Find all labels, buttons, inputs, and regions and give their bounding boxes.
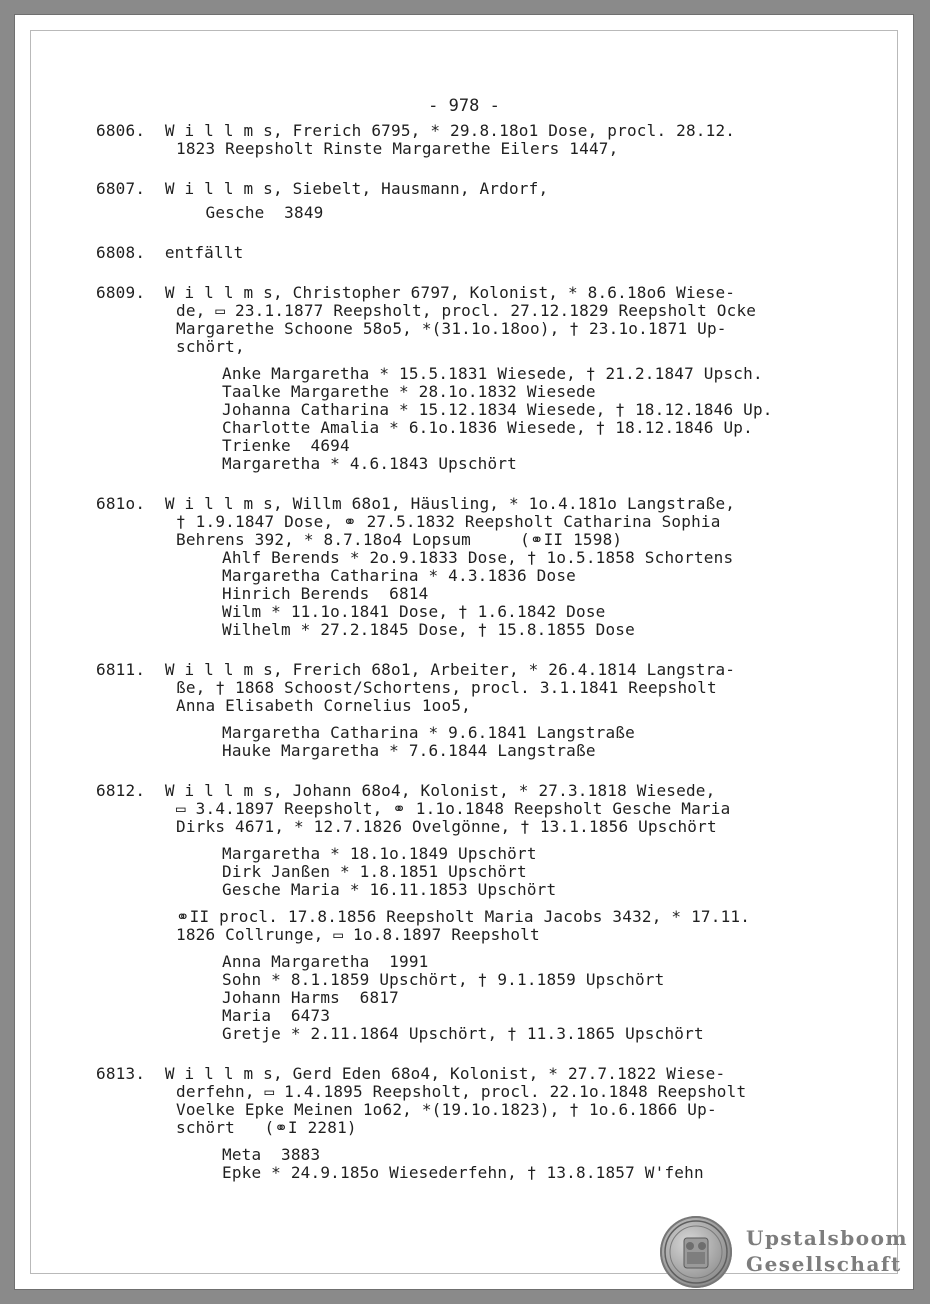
entry-line: Anna Elisabeth Cornelius 1oo5, (176, 696, 471, 715)
entry-line: ▭ 3.4.1897 Reepsholt, ⚭ 1.1o.1848 Reepsholt Gesche Maria (176, 799, 731, 818)
entry-line: 6808. entfällt (96, 243, 244, 262)
child-line: Margaretha * 18.1o.1849 Upschört (222, 844, 537, 863)
entry-line: schört, (176, 337, 245, 356)
second-marriage-line: ⚭II procl. 17.8.1856 Reepsholt Maria Jacobs 3432, * 17.11. (176, 907, 751, 926)
entry-line: derfehn, ▭ 1.4.1895 Reepsholt, procl. 22.1o.1848 Reepsholt (176, 1082, 747, 1101)
child-line: Margaretha Catharina * 4.3.1836 Dose (222, 566, 576, 585)
entry-line: schört (⚭I 2281) (176, 1118, 357, 1137)
entry-line: 6813. W i l l m s, Gerd Eden 68o4, Kolonist, * 27.7.1822 Wiese- (96, 1064, 726, 1083)
entry-line: de, ▭ 23.1.1877 Reepsholt, procl. 27.12.1829 Reepsholt Ocke (176, 301, 757, 320)
entry-line: Margarethe Schoone 58o5, *(31.1o.18oo), † 23.1o.1871 Up- (176, 319, 727, 338)
entry-line: ße, † 1868 Schoost/Schortens, procl. 3.1.1841 Reepsholt (176, 678, 717, 697)
entry-line: 6809. W i l l m s, Christopher 6797, Kolonist, * 8.6.18o6 Wiese- (96, 283, 736, 302)
child-line: Dirk Janßen * 1.8.1851 Upschört (222, 862, 527, 881)
entry-line: Dirks 4671, * 12.7.1826 Ovelgönne, † 13.1.1856 Upschört (176, 817, 717, 836)
entry-6811 (96, 661, 836, 760)
entry-6810 (96, 495, 836, 639)
entry-line: 6807. W i l l m s, Siebelt, Hausmann, Ardorf, (96, 179, 549, 198)
child-line: Gretje * 2.11.1864 Upschört, † 11.3.1865 Upschört (222, 1024, 704, 1043)
child-line: Ahlf Berends * 2o.9.1833 Dose, † 1o.5.1858 Schortens (222, 548, 734, 567)
entry-line: 6811. W i l l m s, Frerich 68o1, Arbeiter, * 26.4.1814 Langstra- (96, 660, 736, 679)
logo-text-line2: Gesellschaft (746, 1252, 902, 1276)
entry-line: † 1.9.1847 Dose, ⚭ 27.5.1832 Reepsholt Catharina Sophia (176, 512, 721, 531)
publisher-logo (660, 1216, 920, 1292)
child-line: Johanna Catharina * 15.12.1834 Wiesede, † 18.12.1846 Up. (222, 400, 773, 419)
child-line: Gesche Maria * 16.11.1853 Upschört (222, 880, 557, 899)
child-line: Johann Harms 6817 (222, 988, 399, 1007)
child-line: Margaretha * 4.6.1843 Upschört (222, 454, 517, 473)
entry-line: 6812. W i l l m s, Johann 68o4, Kolonist, * 27.3.1818 Wiesede, (96, 781, 716, 800)
entry-6808 (96, 244, 836, 262)
entry-6807 (96, 180, 836, 222)
entry-6812 (96, 782, 836, 1043)
entry-line: 6806. W i l l m s, Frerich 6795, * 29.8.18o1 Dose, procl. 28.12. (96, 121, 736, 140)
page-number: - 978 - (428, 96, 500, 116)
entry-line: 681o. W i l l m s, Willm 68o1, Häusling, * 1o.4.181o Langstraße, (96, 494, 736, 513)
child-line: Anke Margaretha * 15.5.1831 Wiesede, † 21.2.1847 Upsch. (222, 364, 763, 383)
child-line: Taalke Margarethe * 28.1o.1832 Wiesede (222, 382, 596, 401)
child-line: Wilm * 11.1o.1841 Dose, † 1.6.1842 Dose (222, 602, 606, 621)
document-page (14, 14, 914, 1290)
child-line: Hinrich Berends 6814 (222, 584, 429, 603)
child-line: Wilhelm * 27.2.1845 Dose, † 15.8.1855 Dose (222, 620, 635, 639)
entry-line: 1823 Reepsholt Rinste Margarethe Eilers 1447, (176, 139, 619, 158)
child-line: Anna Margaretha 1991 (222, 952, 429, 971)
child-line: Maria 6473 (222, 1006, 331, 1025)
child-line: Margaretha Catharina * 9.6.1841 Langstraße (222, 723, 635, 742)
entry-line: Voelke Epke Meinen 1o62, *(19.1o.1823), † 1o.6.1866 Up- (176, 1100, 717, 1119)
entry-line: Behrens 392, * 8.7.18o4 Lopsum (⚭II 1598) (176, 530, 623, 549)
child-line: Epke * 24.9.185o Wiesederfehn, † 13.8.1857 W'fehn (222, 1163, 704, 1182)
child-line: Trienke 4694 (222, 436, 350, 455)
entry-6806 (96, 122, 836, 158)
seal-icon (660, 1216, 732, 1288)
second-marriage-line: 1826 Collrunge, ▭ 1o.8.1897 Reepsholt (176, 925, 540, 944)
child-line: Meta 3883 (222, 1145, 321, 1164)
child-line: Hauke Margaretha * 7.6.1844 Langstraße (222, 741, 596, 760)
child-line: Gesche 3849 (176, 203, 324, 222)
child-line: Charlotte Amalia * 6.1o.1836 Wiesede, † 18.12.1846 Up. (222, 418, 753, 437)
entry-6809 (96, 284, 836, 473)
entry-6813 (96, 1065, 836, 1182)
logo-text-line1: Upstalsboom (746, 1226, 909, 1250)
child-line: Sohn * 8.1.1859 Upschört, † 9.1.1859 Upschört (222, 970, 665, 989)
genealogy-entries (96, 122, 836, 1204)
